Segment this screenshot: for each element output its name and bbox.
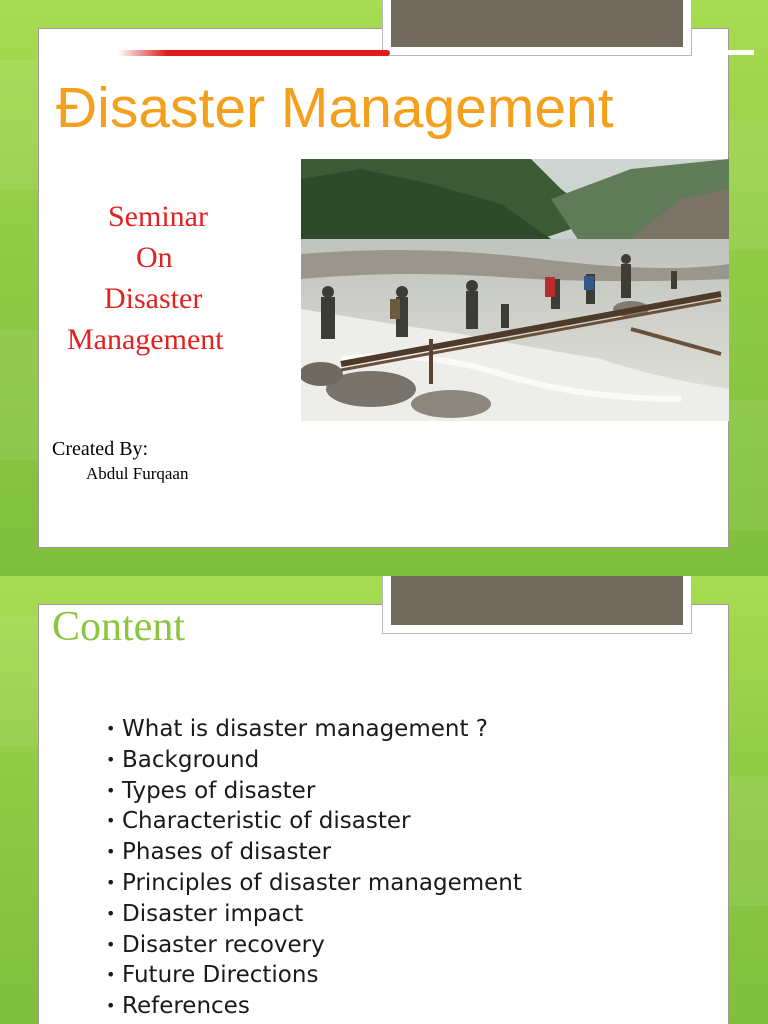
header-tab-decoration: [382, 0, 692, 56]
bullet-text: References: [122, 993, 250, 1020]
bullet-dot-icon: •: [106, 719, 116, 738]
bullet-dot-icon: •: [106, 934, 116, 954]
header-tab-fill: [391, 0, 683, 47]
slide-title-text: Đisaster Management: [56, 76, 614, 140]
bullet-text: What is disaster management ?: [122, 716, 489, 742]
bullet-dot-icon: •: [106, 872, 116, 892]
bullet-text: Characteristic of disaster: [122, 808, 411, 835]
header-tab-decoration: [382, 576, 692, 634]
bullet-text: Disaster recovery: [122, 931, 325, 958]
header-tab-fill: [391, 576, 683, 625]
content-bullet-list: [106, 714, 522, 1022]
slide-content: [0, 576, 768, 1024]
bullet-dot-icon: •: [106, 903, 116, 923]
bullet-item: [106, 837, 522, 868]
bullet-dot-icon: •: [106, 780, 116, 800]
bullet-item: [106, 960, 522, 991]
bullet-text: Phases of disaster: [122, 839, 332, 866]
bullet-item: [106, 806, 522, 837]
bullet-item: [106, 930, 522, 961]
bullet-dot-icon: •: [106, 965, 116, 985]
bullet-item: [106, 899, 522, 930]
bullet-item: [106, 991, 522, 1022]
bullet-item: [106, 745, 522, 776]
author-name: Abdul Furqaan: [86, 464, 189, 483]
bullet-dot-icon: •: [106, 811, 116, 831]
bullet-text: Future Directions: [122, 962, 319, 989]
bullet-text: Background: [122, 746, 260, 773]
seminar-line: Management: [67, 323, 224, 356]
seminar-line: On: [136, 241, 173, 274]
bullet-dot-icon: •: [106, 749, 116, 769]
bullet-dot-icon: •: [106, 996, 116, 1016]
created-by-label: Created By:: [52, 438, 149, 460]
bullet-text: Disaster impact: [122, 900, 304, 927]
bullet-dot-icon: •: [106, 842, 116, 862]
bullet-text: Types of disaster: [122, 777, 316, 804]
seminar-line: Seminar: [108, 200, 208, 233]
red-accent-line: [118, 50, 390, 56]
bullet-item: [106, 776, 522, 807]
content-title: Content: [52, 604, 185, 650]
seminar-line: Disaster: [104, 282, 203, 315]
white-accent-line: [692, 50, 754, 55]
flood-rescue-photo: [301, 159, 729, 421]
bullet-text: Principles of disaster management: [122, 869, 522, 896]
seminar-text-block: [52, 196, 282, 360]
bullet-item: [106, 714, 522, 745]
bullet-item: [106, 868, 522, 899]
